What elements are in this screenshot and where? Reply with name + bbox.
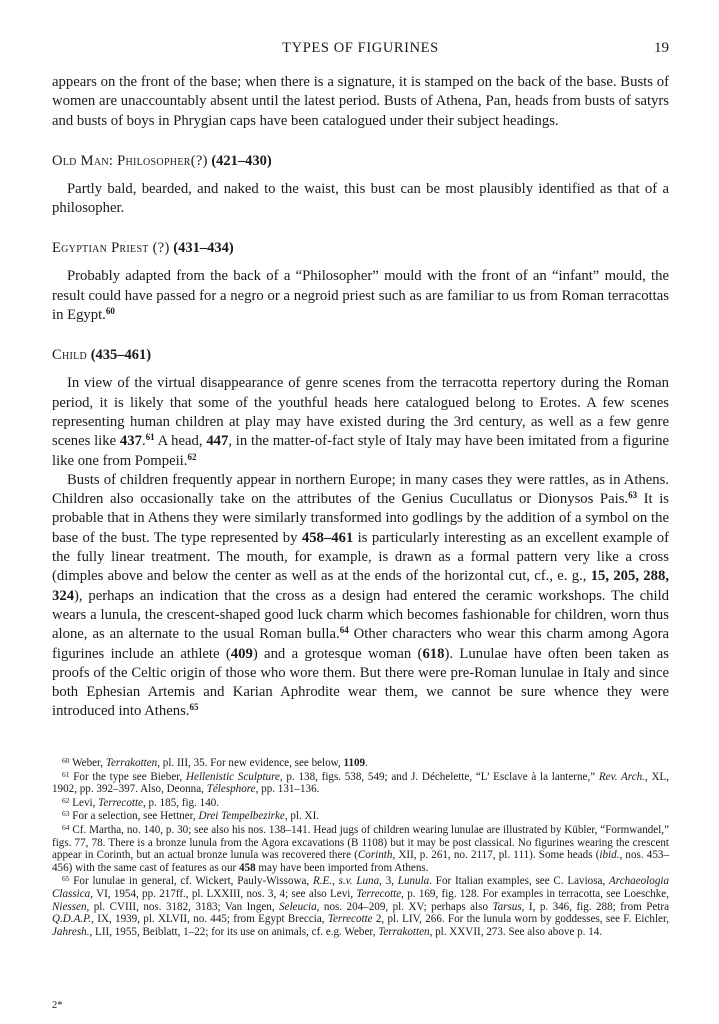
note-ref: 64 [339, 625, 349, 636]
fn-text: Weber, [72, 757, 106, 769]
text-run: A head, [154, 433, 207, 450]
fn-text: , IX, 1939, pl. XLVII, no. 445; from Egypt Breccia, [91, 913, 328, 926]
fn-title: Jahresh. [52, 925, 90, 938]
text-run: . [141, 433, 146, 450]
fn-title: Q.D.A.P. [52, 913, 92, 926]
footnote-60 [52, 757, 669, 770]
fn-text: , pl. XXVII, 273. See also above p. 14. [429, 925, 603, 938]
fn-text: , nos. 453–456) with the same cast of features as our [52, 849, 669, 874]
fn-title: Lunula [397, 875, 430, 888]
fn-title: Terrecotte [327, 913, 373, 926]
footnote-62 [52, 797, 669, 810]
text-run: Busts of children frequently appear in northern Europe; in many cases they were rattles, as in Athens. Children also occasionally take on the attributes of the Genius Cucullatus or Dionysos Pais. [52, 471, 669, 508]
fn-text: , pl. III, 35. For new evidence, see below, [157, 757, 344, 769]
note-ref: 61 [145, 432, 155, 443]
fn-text: , XL, 1902, pp. 392–397. Also, Deonna, [52, 770, 670, 796]
running-head [52, 40, 669, 62]
footnote-number: 62 [62, 795, 70, 805]
text-run: ) and a grotesque woman ( [252, 645, 423, 662]
text-run: It is probable that in Athens they were similarly transformed into godlings by the addition of a symbol on the base of the bust. The type represented by [52, 491, 669, 546]
catalogue-number: 458–461 [301, 529, 354, 546]
signature-mark: 2* [52, 1000, 63, 1011]
catalogue-range: (431–434) [173, 240, 234, 257]
fn-title: Terrecotte [98, 796, 143, 809]
paragraph-old-man: Partly bald, bearded, and naked to the waist, this bust can be most plausibly identified as that of a philosopher. [52, 180, 669, 217]
fn-text: , p. 169, fig. 128. For examples in terracotta, see Loeschke, [401, 887, 669, 900]
footnote-number: 65 [62, 874, 70, 884]
running-title: TYPES OF FIGURINES [282, 40, 439, 56]
text-run: In view of the virtual disappearance of genre scenes from the terracotta repertory during the Roman period, it is likely that some of the youthful heads here catalogued belong to Erotes. A few scenes representing human children at play may have existed during the 3rd century, as well as a few genre scenes like [52, 375, 669, 450]
fn-text: , XII, p. 261, no. 2117, pl. 111). Some heads ( [392, 849, 600, 862]
page [52, 0, 669, 1024]
fn-title: Seleucia [279, 900, 317, 913]
catalogue-number: 437 [119, 433, 142, 450]
fn-text: , LII, 1955, Beiblatt, 1–22; for its use on animals, cf. e.g. Weber, [89, 925, 379, 938]
section-title: Old Man: Philosopher(?) [52, 152, 208, 169]
page-number: 19 [654, 40, 669, 56]
section-heading-child [52, 346, 669, 365]
body-text [52, 73, 669, 722]
text-run: ), perhaps an indication that the cross as a design had entered the ceramic workshops. The child wears a lunula, the crescent-shaped good luck charm which becomes fashionable for children, worn thus alone, as an alternate to the usual Roman bulla. [52, 587, 669, 643]
section-heading-egyptian-priest [52, 239, 669, 258]
fn-title: Niessen [52, 900, 87, 913]
footnote-number: 63 [62, 809, 70, 819]
fn-title: R.E. [312, 875, 333, 888]
footnote-number: 61 [62, 769, 70, 779]
fn-text: , VI, 1954, pp. 217ff., pl. LXXIII, nos. 3, 4; see also Levi, [90, 887, 357, 900]
fn-catalogue-number: 458 [239, 861, 256, 874]
footnote-number: 60 [62, 756, 70, 765]
fn-text: Cf. Martha, no. 140, p. 30; see also his nos. 138–141. Head jugs of children wearing lunulae are illustrated by Kübler, “Formwandel,” figs. 77, 78. There is a bronze lunula from the Agora excavations (B 1108) but it may be post classical. No figurines wearing the crescent appear in Corinth, but an actual bronze lunula was recovered there ( [52, 823, 669, 862]
fn-text: . For Italian examples, see C. Laviosa, [429, 875, 610, 888]
footnote-65 [52, 875, 669, 938]
fn-text: . [365, 757, 368, 769]
fn-title: Terrakotten [378, 925, 430, 938]
paragraph-text: Probably adapted from the back of a “Philosopher” mould with the front of an “infant” mould, the result could have passed for a negro or a negroid priest such as are familiar to us from Roman terracottas in Egypt. [52, 268, 669, 324]
text-run: is particularly interesting as an excellent example of the fully linear treatment. The mouth, for example, is drawn as a formal pattern very like a cross (dimples above and below the center as well as at the ends of the horizontal cut, cf., e. g., [52, 529, 669, 585]
fn-text: , pp. 131–136. [255, 783, 320, 796]
fn-text: , pl. XI. [284, 810, 320, 823]
note-ref: 63 [628, 490, 638, 501]
paragraph-egyptian-priest [52, 267, 669, 325]
fn-text: Levi, [72, 796, 99, 809]
fn-text: , I, p. 346, fig. 288; from Petra [521, 900, 669, 913]
catalogue-range: (435–461) [90, 347, 152, 364]
intro-paragraph: appears on the front of the base; when there is a signature, it is stamped on the back of the base. Busts of women are unaccountably absent until the latest period. Busts of Athena, Pan, heads from busts of satyrs and busts of boys in Phrygian caps have been catalogued under their subject headings. [52, 74, 669, 129]
section-title: Child [52, 347, 88, 364]
footnote-number: 64 [62, 822, 70, 832]
catalogue-number: 15, 205, 288, 324 [52, 568, 669, 604]
fn-title: Télesphore [206, 783, 256, 796]
catalogue-range: (421–430) [211, 152, 272, 169]
fn-text: , 3, [379, 875, 398, 888]
fn-text: , p. 185, fig. 140. [142, 796, 220, 809]
note-ref: 62 [187, 451, 197, 462]
catalogue-number: 409 [230, 645, 253, 662]
fn-text: 2, pl. LIV, 266. For the lunula worn by goddesses, see F. Eichler, [372, 913, 669, 926]
fn-text: , pl. CVIII, nos. 3182, 3183; Van Ingen, [86, 900, 280, 913]
fn-title: Rev. Arch. [598, 770, 645, 783]
fn-text: For the type see Bieber, [73, 770, 187, 783]
footnote-64 [52, 824, 669, 874]
fn-title: Archaeologia Classica [52, 875, 669, 900]
fn-title: s.v. Luna [338, 875, 380, 888]
fn-title: Corinth [357, 849, 393, 862]
text-run: ). Lunulae have often been taken as proofs of the Celtic origin of those who wore them. But there were pre-Roman lunulae in Italy and since both Ephesian Artemis and Karian Aphrodite wear them, we cannot be sure whence they were introduced into Athens. [52, 645, 669, 720]
section-heading-old-man [52, 152, 669, 171]
fn-catalogue-number: 1109 [343, 757, 366, 769]
text-run: Other characters who wear this charm among Agora figurines include an athlete ( [52, 626, 670, 662]
catalogue-number: 618 [422, 645, 445, 662]
fn-title: ibid. [599, 849, 620, 862]
fn-title: Drei Tempelbezirke [198, 810, 285, 823]
text-run: , in the matter-of-fact style of Italy may have been imitated from a figurine like one from Pompeii. [52, 433, 669, 469]
fn-title: Tarsus [492, 900, 522, 913]
footnotes [52, 757, 669, 939]
paragraph-child-1 [52, 374, 669, 470]
note-ref: 65 [189, 702, 199, 713]
fn-title: Terrecotte [356, 887, 402, 900]
fn-text: For a selection, see Hettner, [72, 810, 199, 823]
note-ref: 60 [105, 306, 115, 317]
fn-text: may have been imported from Athens. [255, 861, 429, 874]
footnote-61 [52, 771, 669, 796]
section-title: Egyptian Priest (?) [52, 240, 170, 257]
fn-text: For lunulae in general, cf. Wickert, Pauly-Wissowa, [73, 875, 313, 888]
catalogue-number: 447 [206, 433, 229, 450]
fn-text: , [332, 875, 339, 888]
footnote-63 [52, 810, 669, 823]
fn-text: , p. 138, figs. 538, 549; and J. Déchelette, “L’ Esclave à la lanterne,” [279, 770, 599, 783]
fn-text: , nos. 204–209, pl. XV; perhaps also [316, 900, 493, 913]
fn-title: Hellenistic Sculpture [186, 770, 280, 783]
paragraph-child-2 [52, 471, 669, 722]
fn-title: Terrakotten [105, 757, 158, 769]
